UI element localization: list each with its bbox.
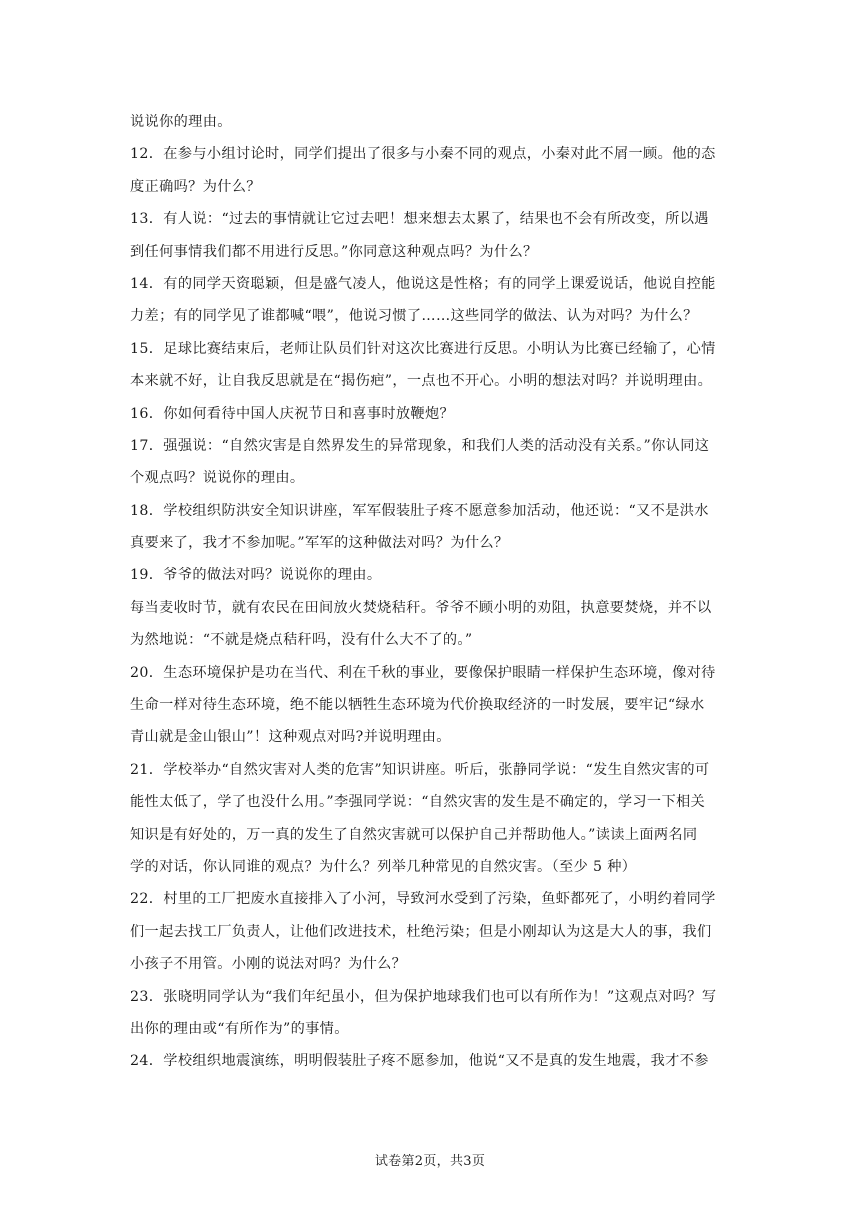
- question-19-material-line-1: 每当麦收时节，就有农民在田间放火焚烧秸秆。爷爷不顾小明的劝阻，执意要焚烧，并不以: [130, 599, 712, 616]
- question-23-line-2: 出你的理由或“有所作为”的事情。: [130, 1020, 349, 1037]
- question-22-line-2: 们一起去找工厂负责人，让他们改进技术，杜绝污染；但是小刚却认为这是大人的事，我们: [130, 923, 712, 940]
- question-18-line-2: 真要来了，我才不参加呢。”军军的这种做法对吗？为什么？: [130, 535, 509, 552]
- question-17-line-1: 17．强强说：“自然灾害是自然界发生的异常现象，和我们人类的活动没有关系。”你认同这: [130, 437, 710, 454]
- question-16-line-1: 16．你如何看待中国人庆祝节日和喜事时放鞭炮？: [130, 405, 455, 422]
- question-14-line-1: 14．有的同学天资聪颖，但是盛气凌人，他说这是性格；有的同学上课爱说话，他说自控能: [130, 275, 716, 292]
- page-footer: 试卷第2页，共3页: [374, 1154, 486, 1169]
- question-13-line-1: 13．有人说：“过去的事情就让它过去吧！想来想去太累了，结果也不会有所改变，所以遇: [130, 211, 709, 228]
- question-19-material-line-2: 为然地说：“不就是烧点秸秆吗，没有什么大不了的。”: [130, 632, 473, 649]
- document-body: [130, 106, 734, 1078]
- question-22-line-3: 小孩子不用管。小刚的说法对吗？为什么？: [130, 956, 407, 973]
- question-12-line-2: 度正确吗？为什么？: [130, 178, 261, 195]
- question-15-line-1: 15．足球比赛结束后，老师让队员们针对这次比赛进行反思。小明认为比赛已经输了，心情: [130, 340, 716, 357]
- question-23-line-1: 23．张晓明同学认为“我们年纪虽小，但为保护地球我们也可以有所作为！”这观点对吗？写: [130, 988, 717, 1005]
- question-20-line-2: 生命一样对待生态环境，绝不能以牺牲生态环境为代价换取经济的一时发展，要牢记“绿水: [130, 697, 705, 714]
- question-17-line-2: 个观点吗？说说你的理由。: [130, 470, 305, 487]
- question-21-line-3: 知识是有好处的，万一真的发生了自然灾害就可以保护自己并帮助他人。”读读上面两名同: [130, 826, 698, 843]
- question-21-line-4: 学的对话，你认同谁的观点？为什么？列举几种常见的自然灾害。（至少 5 种）: [130, 858, 637, 875]
- question-12-line-1: 12．在参与小组讨论时，同学们提出了很多与小秦不同的观点，小秦对此不屑一顾。他的态: [130, 146, 716, 163]
- question-22-line-1: 22．村里的工厂把废水直接排入了小河，导致河水受到了污染，鱼虾都死了，小明约着同学: [130, 891, 716, 908]
- question-15-line-2: 本来就不好，让自我反思就是在“揭伤疤”，一点也不开心。小明的想法对吗？并说明理由。: [130, 373, 713, 390]
- question-14-line-2: 力差；有的同学见了谁都喊“喂”，他说习惯了……这些同学的做法、认为对吗？为什么？: [130, 308, 698, 325]
- question-21-line-1: 21．学校举办“自然灾害对人类的危害”知识讲座。听后，张静同学说：“发生自然灾害的可: [130, 761, 710, 778]
- question-18-line-1: 18．学校组织防洪安全知识讲座，军军假装肚子疼不愿意参加活动，他还说：“又不是洪水: [130, 502, 709, 519]
- question-21-line-2: 能性太低了，学了也没什么用。”李强同学说：“自然灾害的发生是不确定的，学习一下相关: [130, 794, 706, 811]
- question-24-line-1: 24．学校组织地震演练，明明假装肚子疼不愿参加，他说“又不是真的发生地震，我才不参: [130, 1053, 709, 1070]
- question-20-line-3: 青山就是金山银山”！这种观点对吗?并说明理由。: [130, 729, 451, 746]
- question-19-line-1: 19．爷爷的做法对吗？说说你的理由。: [130, 567, 382, 584]
- text-line: 说说你的理由。: [130, 114, 232, 130]
- question-13-line-2: 到任何事情我们都不用进行反思。”你同意这种观点吗？为什么？: [130, 243, 538, 260]
- question-20-line-1: 20．生态环境保护是功在当代、利在千秋的事业，要像保护眼睛一样保护生态环境，像对待: [130, 664, 716, 681]
